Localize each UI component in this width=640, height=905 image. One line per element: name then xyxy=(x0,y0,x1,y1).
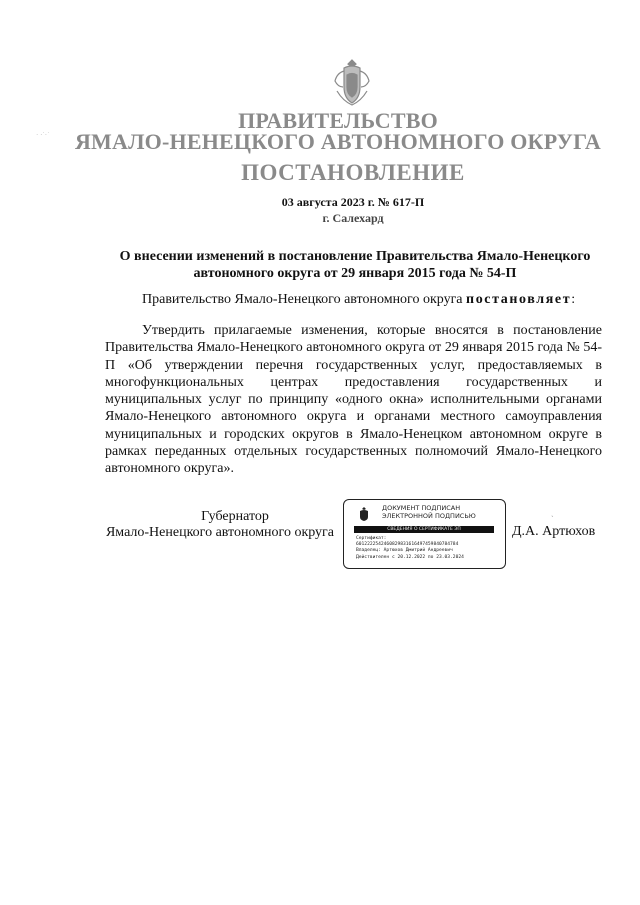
document-type: ПОСТАНОВЛЕНИЕ xyxy=(241,160,465,185)
stamp-validity: Действителен с 20.12.2022 по 23.03.2024 xyxy=(356,554,464,560)
scan-artifact: · ·˙·˙ xyxy=(36,131,50,139)
stamp-cert-number: 6012222542460829831616497459840784784 xyxy=(356,542,459,548)
stamp-details xyxy=(356,536,464,561)
stamp-cert-label: Сертификат: xyxy=(356,536,387,541)
stamp-emblem-icon xyxy=(358,506,370,522)
body-paragraph: Утвердить прилагаемые изменения, которые вносятся в постановление Правительства Ямало-Ненецкого автономного округа от 29 января 2015 года № 54-П «Об утверждении перечня государственных услуг, предоставляемых в многофункциональных центрах предоставления государственных и муниципальных услуг по принципу «одного окна» исполнительными органами Ямало-Ненецкого автономного округа и органами местного самоуправления муниципальных и городских округов в Ямало-Ненецком автономном округе в рамках переданных отдельных государственных полномочий Ямало-Ненецкого автономного округа». xyxy=(105,323,602,477)
document-title: О внесении изменений в постановление Правительства Ямало-Ненецкого автономного округа от 29 января 2015 года № 54-П xyxy=(119,249,591,281)
document-date-number: 03 августа 2023 г. № 617-П xyxy=(281,195,425,209)
stamp-heading-line2: ЭЛЕКТРОННОЙ ПОДПИСЬЮ xyxy=(382,512,476,520)
signatory-name: Д.А. Артюхов xyxy=(512,524,596,539)
electronic-signature-stamp xyxy=(343,499,506,569)
stamp-heading xyxy=(382,504,476,520)
coat-of-arms-icon xyxy=(331,57,373,107)
signatory-position-line1: Губернатор xyxy=(201,509,269,524)
preamble-text: Правительство Ямало-Ненецкого автономного округа xyxy=(142,292,463,307)
preamble xyxy=(142,292,575,308)
document-city: г. Салехард xyxy=(322,211,384,225)
scan-artifact-mark: ˎ xyxy=(551,508,554,517)
stamp-owner: Владелец: Артюхов Дмитрий Андреевич xyxy=(356,548,453,554)
government-name-line2: ЯМАЛО-НЕНЕЦКОГО АВТОНОМНОГО ОКРУГА xyxy=(74,129,602,154)
signatory-position-line2: Ямало-Ненецкого автономного округа xyxy=(105,525,335,540)
government-name-line1: ПРАВИТЕЛЬСТВО xyxy=(238,108,438,133)
stamp-heading-line1: ДОКУМЕНТ ПОДПИСАН xyxy=(382,504,461,512)
preamble-colon: : xyxy=(571,292,576,307)
stamp-info-bar: СВЕДЕНИЯ О СЕРТИФИКАТЕ ЭП xyxy=(354,526,494,533)
decree-word: постановляет xyxy=(466,292,572,307)
